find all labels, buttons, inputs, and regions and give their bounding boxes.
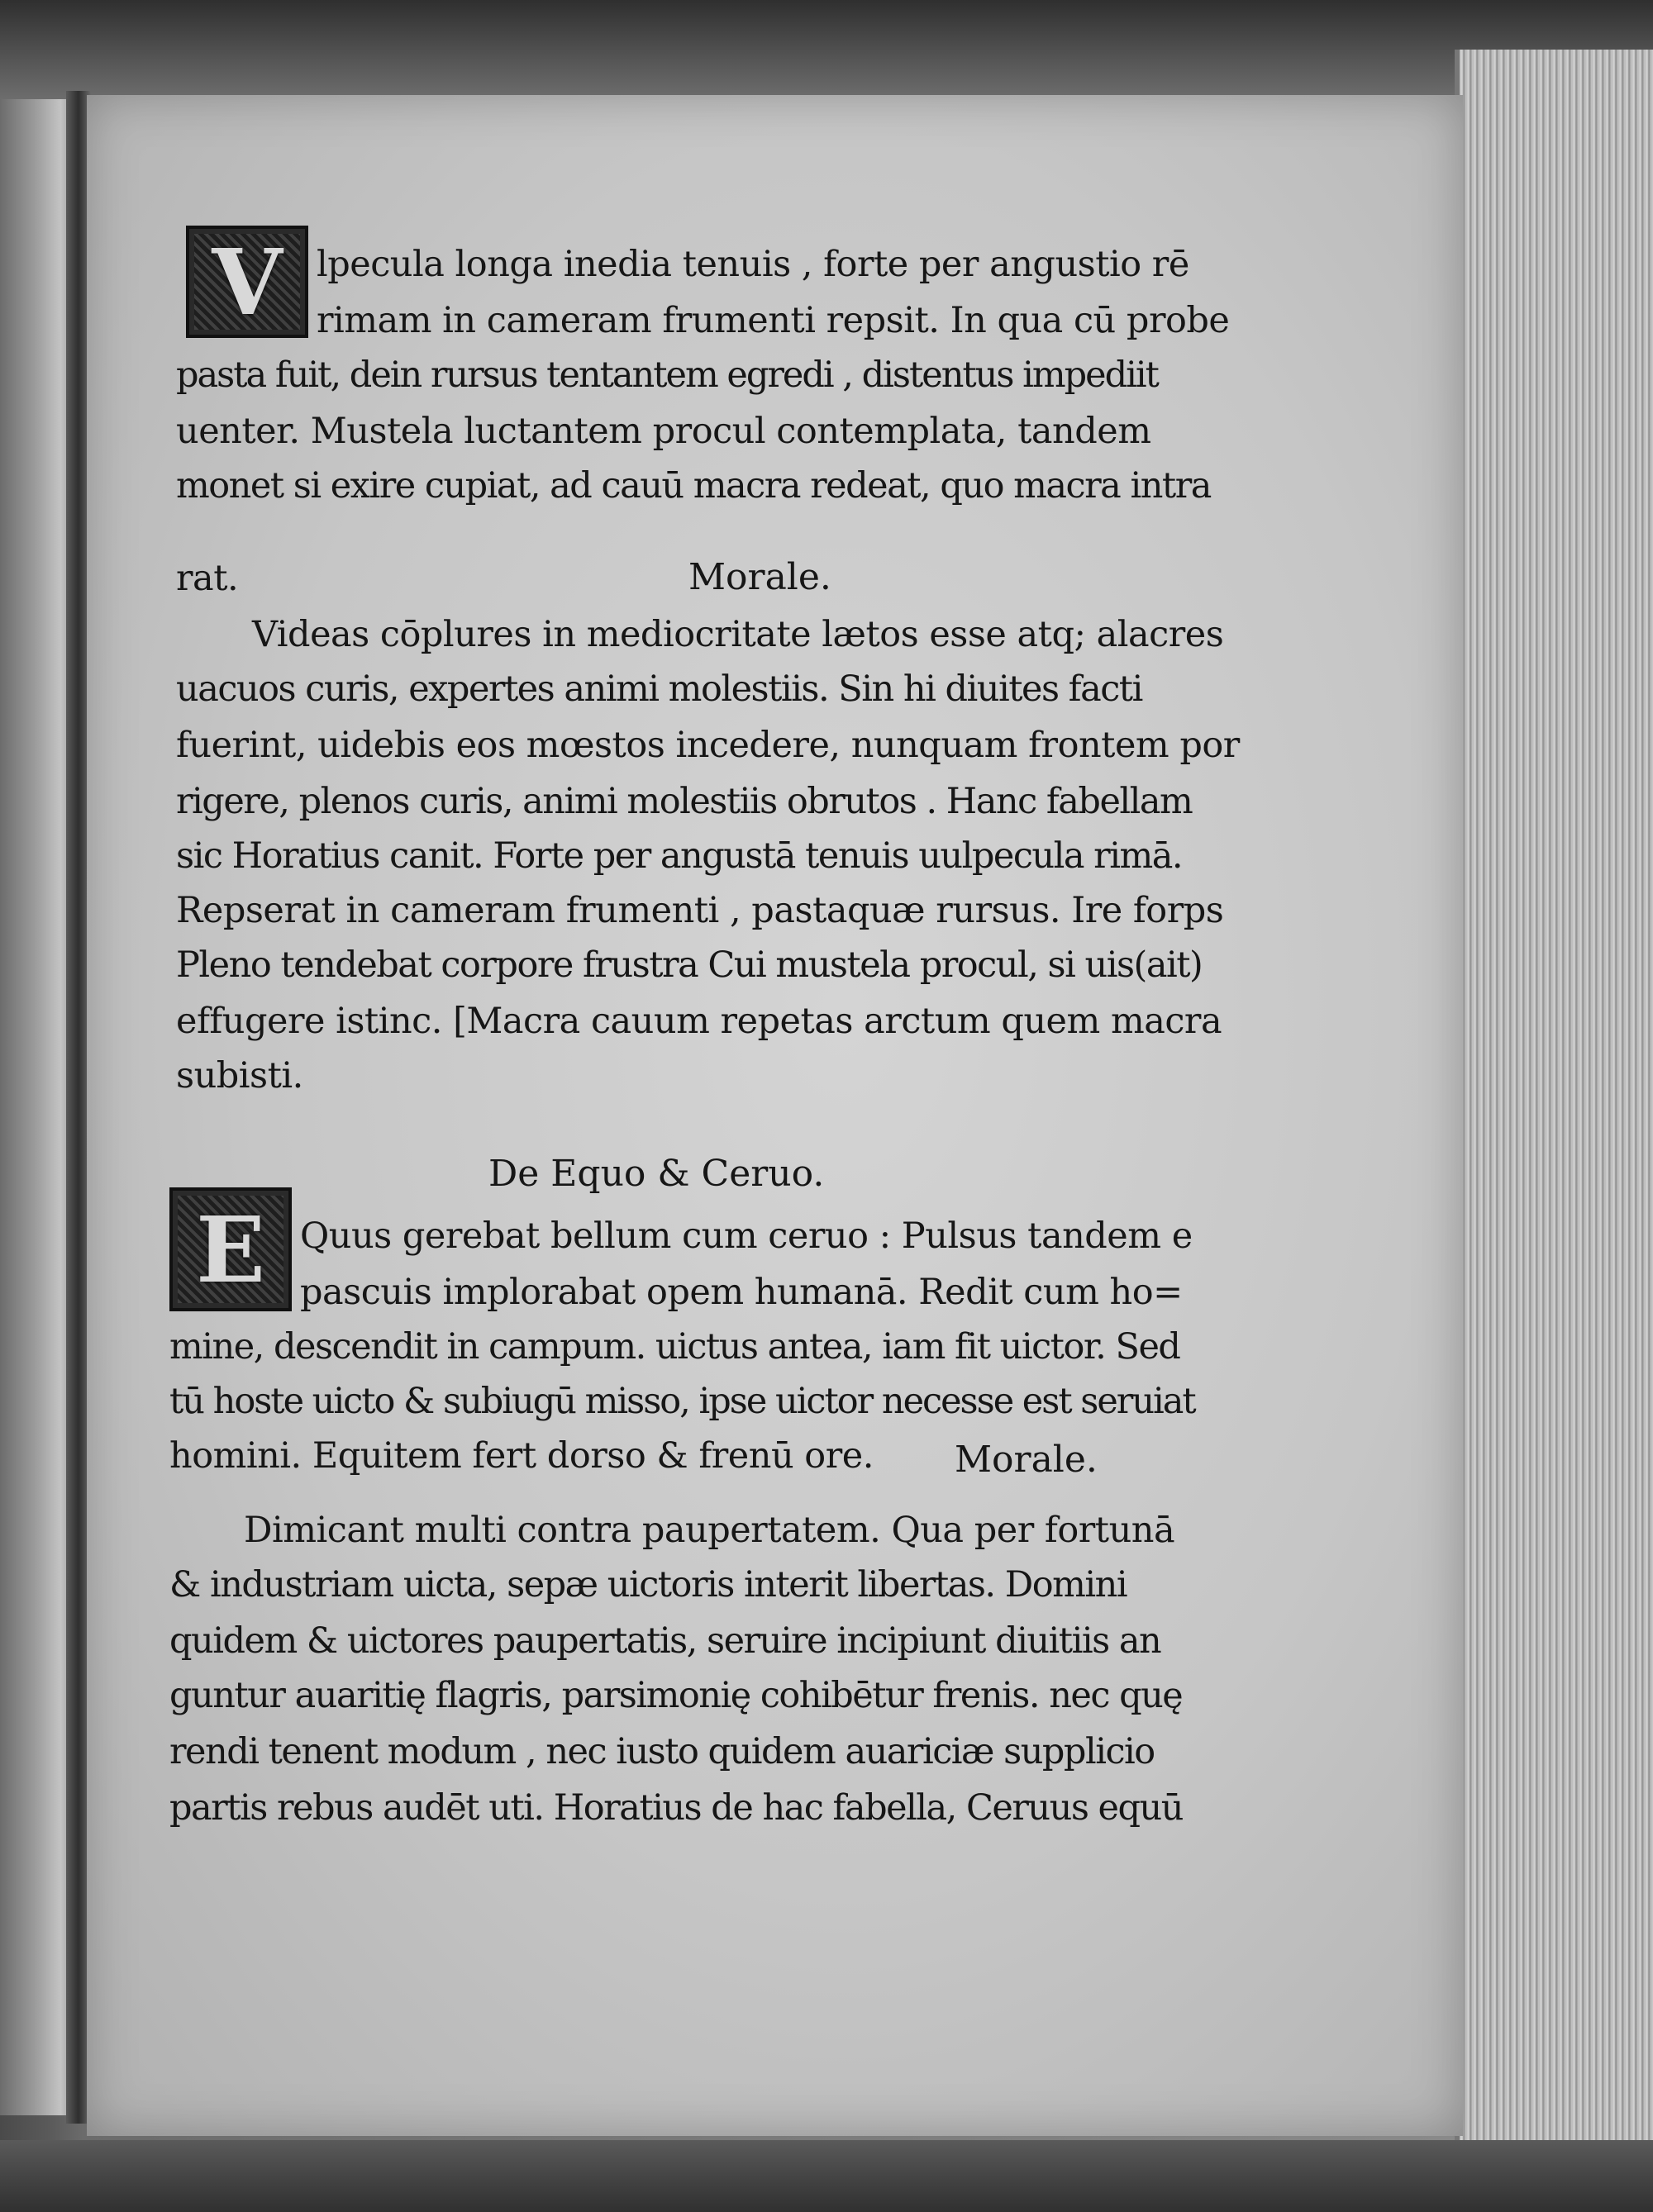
- fable1-moral-line-2: uacuos curis, expertes animi molestiis. Sin hi diuites facti: [176, 668, 1142, 710]
- fable2-moral-line-2: & industriam uicta, sepæ uictoris interit libertas. Domini: [169, 1564, 1127, 1605]
- fable1-moral-line-4: rigere, plenos curis, animi molestiis obrutos . Hanc fabellam: [176, 781, 1193, 822]
- fable1-moral-line-6: Repserat in cameram frumenti , pastaquæ rursus. Ire forps: [176, 890, 1224, 931]
- fable1-line-1: lpecula longa inedia tenuis , forte per angustio rē: [317, 244, 1189, 285]
- fable2-line-1: Quus gerebat bellum cum ceruo : Pulsus tandem e: [300, 1215, 1193, 1257]
- fable2-line-5: homini. Equitem fert dorso & frenū ore.: [169, 1435, 874, 1477]
- initial-letter: V: [212, 228, 283, 335]
- decorated-initial-v: [186, 226, 308, 338]
- fable1-line-4: uenter. Mustela luctantem procul contemplata, tandem: [176, 411, 1151, 452]
- fable1-line-2: rimam in cameram frumenti repsit. In qua cū probe: [317, 300, 1230, 341]
- fable1-moral-line-8: effugere istinc. [Macra cauum repetas arctum quem macra: [176, 1001, 1222, 1042]
- fable2-moral-line-1: Dimicant multi contra paupertatem. Qua per fortunā: [244, 1510, 1175, 1551]
- fable2-line-3: mine, descendit in campum. uictus antea, iam fit uictor. Sed: [169, 1326, 1180, 1368]
- fable2-moral-line-6: partis rebus audēt uti. Horatius de hac fabella, Ceruus equū: [169, 1787, 1183, 1829]
- decorated-initial-e: [169, 1187, 292, 1311]
- fable2-line-4: tū hoste uicto & subiugū misso, ipse uictor necesse est seruiat: [169, 1381, 1195, 1422]
- top-shadow: [0, 0, 1653, 99]
- bottom-shadow: [0, 2140, 1653, 2212]
- fable1-moral-line-3: fuerint, uidebis eos mœstos incedere, nunquam frontem por: [176, 725, 1240, 766]
- fable1-line-5: monet si exire cupiat, ad cauū macra redeat, quo macra intra: [176, 465, 1211, 507]
- fable1-moral-heading: Morale.: [688, 556, 831, 598]
- fable2-moral-line-5: rendi tenent modum , nec iusto quidem auariciæ supplicio: [169, 1731, 1155, 1772]
- fable2-moral-heading: Morale.: [955, 1439, 1098, 1481]
- fable2-line-2: pascuis implorabat opem humanā. Redit cum ho=: [300, 1272, 1183, 1313]
- initial-letter: E: [196, 1196, 265, 1303]
- fable1-moral-line-9: subisti.: [176, 1055, 303, 1096]
- fable1-moral-line-1: Videas cōplures in mediocritate lætos esse atq; alacres: [252, 614, 1224, 655]
- fable1-moral-line-5: sic Horatius canit. Forte per angustā tenuis uulpecula rimā.: [176, 835, 1183, 877]
- fable1-line-3: pasta fuit, dein rursus tentantem egredi , distentus impediit: [176, 354, 1158, 396]
- printed-page: [87, 95, 1463, 2136]
- fable2-moral-line-4: guntur auaritię flagris, parsimonię cohibētur frenis. nec quę: [169, 1675, 1183, 1716]
- fable2-title: De Equo & Ceruo.: [488, 1153, 825, 1195]
- fable1-last-word: rat.: [176, 558, 239, 599]
- left-facing-page: [0, 99, 76, 2115]
- fable2-moral-line-3: quidem & uictores paupertatis, seruire incipiunt diuitiis an: [169, 1620, 1161, 1662]
- fable1-moral-line-7: Pleno tendebat corpore frustra Cui mustela procul, si uis(ait): [176, 944, 1203, 986]
- page-edges: [1455, 50, 1653, 2165]
